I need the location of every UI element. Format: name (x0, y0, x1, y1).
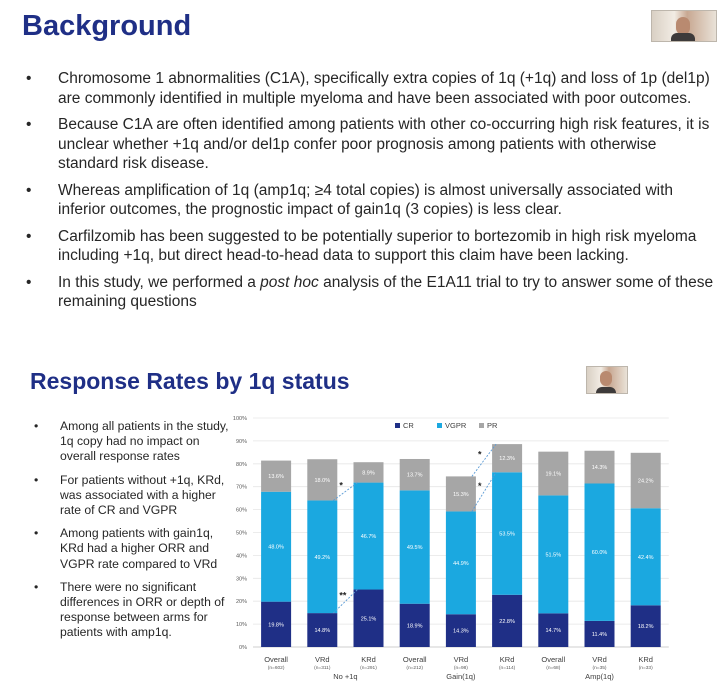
x-category-label: VRd (315, 655, 330, 664)
data-label: 51.5% (545, 552, 562, 559)
legend-swatch-cr (395, 423, 400, 428)
bullet-carfilzomib: • Carfilzomib has been suggested to be potentially superior to bortezomib in high risk myeloma including +1q, but direct head-to-head data to support this claim have been lacking. (26, 227, 697, 264)
data-label: 12.3% (499, 456, 515, 463)
x-n-label: (n=98) (453, 666, 468, 671)
data-label: 19.1% (545, 471, 562, 478)
data-label: 19.8% (268, 622, 284, 629)
data-label: 25.1% (360, 616, 377, 623)
data-label: 18.9% (406, 623, 423, 630)
x-n-label: (n=311) (314, 666, 331, 671)
x-n-label: (n=33) (638, 666, 653, 671)
bullet-dot-icon: • (34, 526, 39, 541)
y-tick-label: 90% (235, 438, 247, 445)
significance-marker: * (478, 480, 482, 491)
data-label: 15.3% (453, 491, 469, 498)
bullet-dot-icon: • (26, 273, 32, 291)
x-category-label: KRd (638, 655, 653, 664)
bullet-this-study: • In this study, we performed a post hoc analysis of the E1A11 trial to try to answer some of these remaining questions (26, 273, 714, 310)
response-rate-stacked-bar-chart (225, 410, 717, 682)
data-label: 24.2% (637, 478, 654, 485)
data-label: 42.4% (637, 554, 654, 561)
bullet-c1a: • Chromosome 1 abnormalities (C1A), specifically extra copies of 1q (+1q) and loss of 1p (del1p) are commonly identified in multiple myeloma and have been associated with poor outcomes. (26, 70, 710, 107)
legend-label-cr: CR (403, 421, 414, 430)
bullet-dot-icon: • (34, 419, 39, 433)
x-n-label: (n=602) (267, 666, 285, 671)
x-category-label: Overall (541, 655, 566, 664)
x-category-label: KRd (499, 655, 515, 664)
legend-label-vgpr: VGPR (445, 421, 467, 430)
rr-bullet: • Among patients with gain1q, KRd had a higher ORR and VGPR rate compared to VRd (34, 526, 218, 571)
y-tick-label: 10% (235, 622, 247, 629)
rr-bullet: • There were no significant differences in ORR or depth of response between arms for patients with amp1q. (34, 579, 225, 640)
data-label: 13.6% (268, 474, 284, 481)
bullet-dot-icon: • (26, 227, 32, 245)
y-tick-label: 50% (235, 530, 247, 537)
presenter-webcam-thumbnail (651, 10, 717, 42)
y-tick-label: 80% (235, 461, 247, 468)
data-label: 14.7% (545, 628, 562, 635)
x-category-label: VRd (592, 655, 607, 664)
data-label: 14.3% (591, 465, 608, 472)
legend-swatch-pr (479, 423, 484, 428)
rr-bullet: • Among all patients in the study, 1q copy had no impact on overall response rates (34, 419, 229, 464)
x-category-label: VRd (453, 655, 469, 664)
data-label: 18.0% (314, 477, 331, 484)
data-label: 60.0% (591, 550, 608, 557)
bullet-dot-icon: • (34, 579, 39, 594)
x-n-label: (n=212) (406, 666, 424, 671)
data-label: 13.7% (406, 472, 423, 479)
presenter-webcam-thumbnail-small (586, 366, 628, 394)
data-label: 53.5% (499, 531, 515, 538)
background-bullet-list (22, 69, 717, 319)
x-n-label: (n=35) (592, 666, 607, 671)
legend-swatch-vgpr (437, 423, 442, 428)
x-category-label: Overall (264, 655, 288, 664)
data-label: 49.5% (406, 545, 423, 552)
response-bullet-list (30, 419, 235, 649)
data-label: 22.8% (499, 618, 515, 625)
bullet-dot-icon: • (26, 70, 32, 87)
bullet-dot-icon: • (26, 116, 32, 133)
y-tick-label: 0% (239, 645, 247, 651)
legend-label-pr: PR (487, 421, 498, 430)
data-label: 14.3% (453, 628, 469, 635)
data-label: 14.8% (314, 628, 331, 635)
y-tick-label: 40% (235, 553, 247, 560)
bullet-amp1q: • Whereas amplification of 1q (amp1q; ≥4 total copies) is almost universally associated with inferior outcomes, the prognostic impact of gain1q (3 copies) is less clear. (26, 181, 674, 218)
rr-bullet: • For patients without +1q, KRd, was associated with a higher rate of CR and VGPR (34, 472, 225, 518)
bullet-dot-icon: • (34, 472, 39, 487)
group-label: Amp(1q) (585, 672, 614, 681)
x-n-label: (n=114) (498, 666, 516, 671)
x-category-label: Overall (402, 655, 427, 664)
background-title: Background (22, 10, 192, 42)
x-n-label: (n=68) (546, 666, 561, 671)
data-label: 48.0% (268, 544, 284, 551)
y-tick-label: 100% (232, 416, 247, 422)
data-label: 8.9% (362, 470, 375, 477)
significance-marker: ** (339, 590, 347, 601)
y-tick-label: 30% (235, 576, 247, 583)
data-label: 18.2% (637, 624, 654, 631)
y-tick-label: 20% (235, 599, 247, 606)
data-label: 44.9% (453, 560, 469, 567)
significance-marker: * (478, 449, 482, 460)
response-rates-title: Response Rates by 1q status (30, 368, 350, 394)
data-label: 46.7% (360, 534, 377, 541)
y-tick-label: 70% (235, 484, 247, 491)
data-label: 11.4% (591, 631, 608, 638)
group-label: Gain(1q) (446, 672, 476, 681)
bullet-dot-icon: • (26, 181, 32, 199)
x-n-label: (n=291) (360, 666, 377, 671)
data-label: 49.2% (314, 554, 331, 561)
significance-marker: * (339, 480, 343, 491)
bullet-high-risk: • Because C1A are often identified among patients with other co-occurring high risk features, it is unclear whether +1q and/or del1p confer poor prognosis among patients with otherwise standard risk disease. (26, 116, 710, 172)
group-label: No +1q (333, 672, 358, 681)
x-category-label: KRd (361, 655, 376, 664)
y-tick-label: 60% (235, 507, 247, 514)
